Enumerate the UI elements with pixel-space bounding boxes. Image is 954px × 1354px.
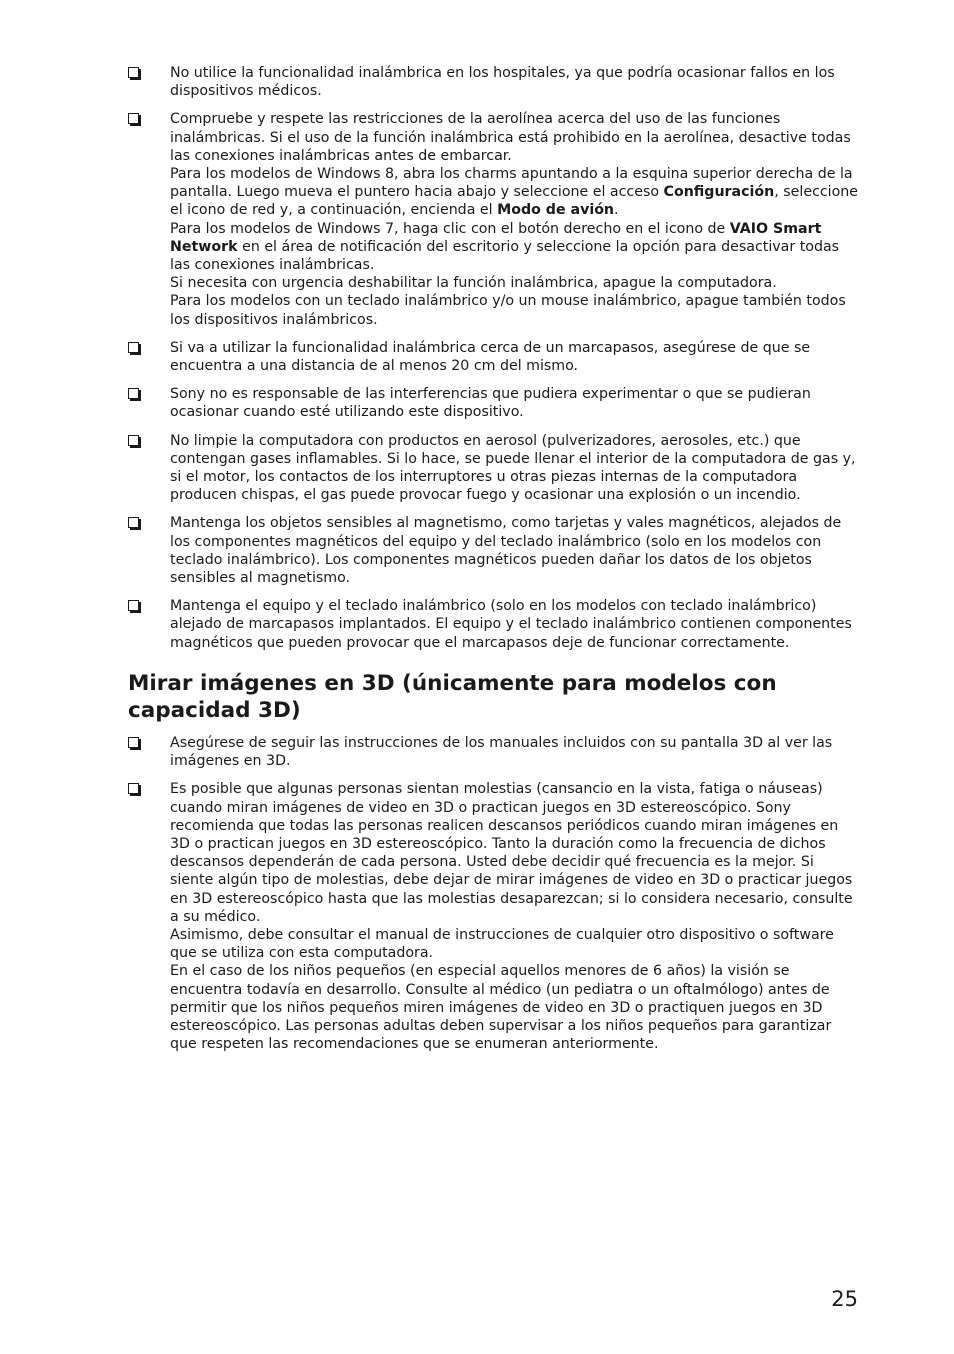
list-item: Asegúrese de seguir las instrucciones de los manuales incluidos con su pantalla 3D al ver las imágenes en 3D. [128, 734, 860, 770]
list-item: No utilice la funcionalidad inalámbrica en los hospitales, ya que podría ocasionar fallos en los dispositivos médicos. [128, 64, 860, 100]
checkbox-bullet-icon [128, 737, 139, 748]
page-content [128, 64, 860, 1063]
checkbox-bullet-icon [128, 67, 139, 78]
checkbox-bullet-icon [128, 517, 139, 528]
list-item: Mantenga el equipo y el teclado inalámbrico (solo en los modelos con teclado inalámbrico) alejado de marcapasos implantados. El equipo y el teclado inalámbrico contienen componentes magnéticos que pueden provocar que el marcapasos deje de funcionar correctamente. [128, 597, 860, 652]
page-number: 25 [831, 1287, 858, 1311]
list-item: Sony no es responsable de las interferencias que pudiera experimentar o que se pudieran ocasionar cuando esté utilizando este dispositivo. [128, 385, 860, 421]
checkbox-bullet-icon [128, 435, 139, 446]
windows8-instructions: Para los modelos de Windows 8, abra los charms apuntando a la esquina superior derecha de la pantalla. Luego mueva el puntero hacia abajo y seleccione el acceso Configuración, seleccione el icono de red y, a continuación, encienda el Modo de avión. [170, 166, 859, 219]
checkbox-bullet-icon [128, 600, 139, 611]
checkbox-bullet-icon [128, 388, 139, 399]
windows7-instructions: Para los modelos de Windows 7, haga clic con el botón derecho en el icono de VAIO Smart Network en el área de notificación del escritorio y seleccione la opción para desactivar todas las conexiones inalámbricas. [170, 220, 840, 274]
list-item: Es posible que algunas personas sientan molestias (cansancio en la vista, fatiga o náuseas) cuando miran imágenes de video en 3D o practican juegos en 3D estereoscópico. Sony recomienda que todas las personas realicen descansos periódicos cuando miran imágenes en 3D o practican juegos en 3D estereoscópico. Tanto la duración como la frecuencia de dichos descansos dependerán de cada persona. Usted debe decidir qué frecuencia es la mejor. Si siente algún tipo de molestias, debe dejar de mirar imágenes de video en 3D o practicar juegos en 3D estereoscópico hasta que las molestias desaparezcan; si lo considera necesario, consulte a su médico. Asimismo, debe consultar el manual de instrucciones de cualquier otro dispositivo o software que se utiliza con esta computadora. En el caso de los niños pequeños (en especial aquellos menores de 6 años) la visión se encuentra todavía en desarrollo. Consulte al médico (un pediatra o un oftalmólogo) antes de permitir que los niños pequeños miren imágenes de video en 3D o practiquen juegos en 3D estereoscópico. Las personas adultas deben supervisar a los niños pequeños para garantizar que respeten las recomendaciones que se enumeran anteriormente. [128, 780, 860, 1053]
checkbox-bullet-icon [128, 783, 139, 794]
section-heading: Mirar imágenes en 3D (únicamente para modelos con capacidad 3D) [128, 670, 777, 723]
list-item: Compruebe y respete las restricciones de la aerolínea acerca del uso de las funciones inalámbricas. Si el uso de la función inalámbrica está prohibido en la aerolínea, desactive todas las conexiones inalámbricas antes de embarcar. Para los modelos de Windows 8, abra los charms apuntando a la esquina superior derecha de la pantalla. Luego mueva el puntero hacia abajo y seleccione el acceso Configuración, seleccione el icono de red y, a continuación, encienda el Modo de avión. Para los modelos de Windows 7, haga clic con el botón derecho en el icono de VAIO Smart Network en el área de notificación del escritorio y seleccione la opción para desactivar todas las conexiones inalámbricas. Si necesita con urgencia deshabilitar la función inalámbrica, apague la computadora. Para los modelos con un teclado inalámbrico y/o un mouse inalámbrico, apague también todos los dispositivos inalámbricos. [128, 110, 860, 328]
checkbox-bullet-icon [128, 113, 139, 124]
checkbox-bullet-icon [128, 342, 139, 353]
list-item: No limpie la computadora con productos en aerosol (pulverizadores, aerosoles, etc.) que contengan gases inflamables. Si lo hace, se puede llenar el interior de la computadora de gas y, si el motor, los contactos de los interruptores u otras piezas internas de la computadora producen chispas, el gas puede provocar fuego y ocasionar una explosión o un incendio. [128, 432, 860, 505]
list-item: Mantenga los objetos sensibles al magnetismo, como tarjetas y vales magnéticos, alejados de los componentes magnéticos del equipo y del teclado inalámbrico (solo en los modelos con teclado inalámbrico). Los componentes magnéticos pueden dañar los datos de los objetos sensibles al magnetismo. [128, 514, 860, 587]
list-item: Si va a utilizar la funcionalidad inalámbrica cerca de un marcapasos, asegúrese de que se encuentra a una distancia de al menos 20 cm del mismo. [128, 339, 860, 375]
